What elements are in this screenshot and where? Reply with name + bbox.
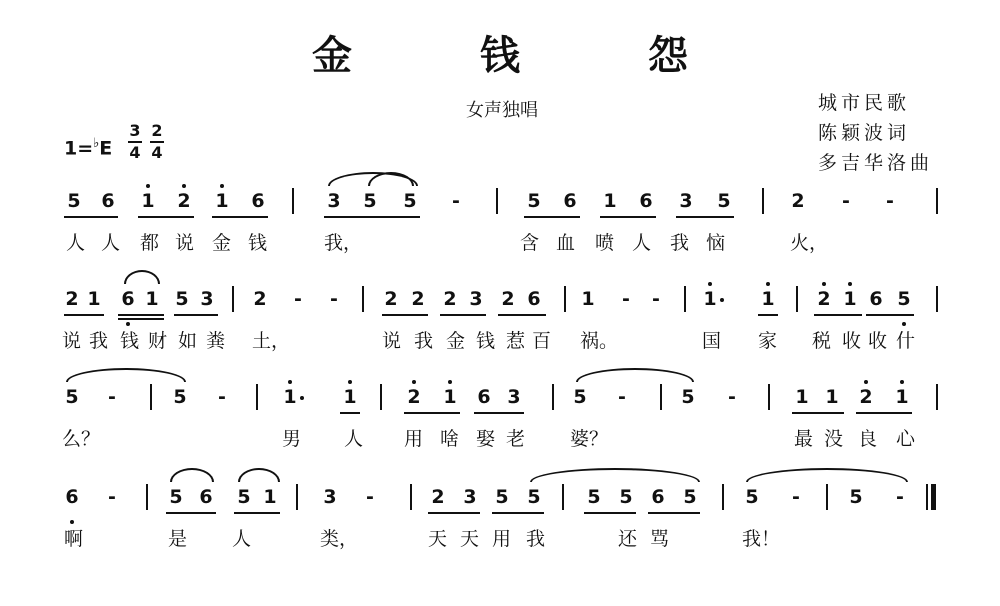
lyric: 没 [824, 428, 844, 450]
note: 5 [619, 486, 633, 508]
note: 2 [859, 386, 873, 408]
tie-slur [170, 468, 214, 482]
lyric: 婆？ [570, 428, 609, 450]
song-title: 金 钱 怨 [312, 32, 732, 79]
note: 6 [101, 190, 115, 212]
note: 5 [169, 486, 183, 508]
high-octave-dot [348, 380, 352, 384]
note: 2 [817, 288, 831, 310]
note: 6 [651, 486, 665, 508]
note: 5 [403, 190, 417, 212]
rhythm-underline [212, 216, 268, 218]
note: 1 [87, 288, 101, 310]
barline [564, 286, 566, 312]
note: 1 [263, 486, 277, 508]
note: 2 [431, 486, 445, 508]
note: 6 [121, 288, 135, 310]
barline [826, 484, 828, 510]
barline [296, 484, 298, 510]
lyric: 心 [896, 428, 916, 450]
note: 2 [443, 288, 457, 310]
note: 5 [717, 190, 731, 212]
tie-slur [746, 468, 908, 482]
lyric: 祸。 [580, 330, 619, 352]
rhythm-underline [340, 412, 360, 414]
lyric: 人 [632, 232, 652, 254]
note: 1 [825, 386, 839, 408]
lyric: 收 [868, 330, 888, 352]
lyric: 良 [858, 428, 878, 450]
lyric: 啊 [64, 528, 84, 550]
lyric: 家 [758, 330, 778, 352]
note: 6 [869, 288, 883, 310]
time-signature-3-4 [128, 122, 142, 162]
lyric: 血 [556, 232, 576, 254]
lyric: 娶 [476, 428, 496, 450]
credit-lyricist: 陈颖波词 [818, 122, 911, 144]
note: 2 [384, 288, 398, 310]
lyric: 说 [382, 330, 402, 352]
lyric: 人 [101, 232, 121, 254]
rhythm-underline [600, 216, 656, 218]
flat-symbol: ♭ [93, 136, 100, 151]
lyric: 我 [670, 232, 690, 254]
barline [722, 484, 724, 510]
rhythm-underline [404, 412, 460, 414]
note: 5 [573, 386, 587, 408]
high-octave-dot [766, 282, 770, 286]
tie-slur [124, 270, 160, 284]
lyric: 用 [492, 528, 512, 550]
tie-slur [66, 368, 186, 382]
rhythm-underline [428, 512, 480, 514]
lyric: 用 [404, 428, 424, 450]
lyric: 钱 [120, 330, 140, 352]
rhythm-underline [118, 318, 164, 320]
tie-slur [530, 468, 700, 482]
lyric: 老 [506, 428, 526, 450]
lyric: 粪 [206, 330, 226, 352]
rhythm-underline [492, 512, 544, 514]
note: 2 [501, 288, 515, 310]
rhythm-underline [856, 412, 912, 414]
note: 2 [407, 386, 421, 408]
barline [150, 384, 152, 410]
note: 5 [587, 486, 601, 508]
lyric: 财 [148, 330, 168, 352]
lyric: 含 [520, 232, 540, 254]
note: 5 [363, 190, 377, 212]
lyric: 说 [175, 232, 195, 254]
time-sig-bottom: 4 [129, 143, 141, 162]
barline [936, 188, 938, 214]
note: 2 [65, 288, 79, 310]
barline [684, 286, 686, 312]
lyric: 国 [702, 330, 722, 352]
lyric: 什 [896, 330, 916, 352]
high-octave-dot [146, 184, 150, 188]
note: 2 [177, 190, 191, 212]
lyric: 人 [66, 232, 86, 254]
rhythm-underline [498, 314, 546, 316]
lyric: 是 [168, 528, 188, 550]
note-extension: - [618, 386, 626, 408]
lyric: 钱 [248, 232, 268, 254]
note-extension: - [622, 288, 630, 310]
note: 1 [795, 386, 809, 408]
lyric: 惹 [506, 330, 526, 352]
barline [768, 384, 770, 410]
rhythm-underline [324, 216, 420, 218]
note: 3 [200, 288, 214, 310]
rhythm-underline [676, 216, 734, 218]
barline [496, 188, 498, 214]
lyric: 都 [140, 232, 160, 254]
lyric: 我， [324, 232, 363, 254]
note: 5 [67, 190, 81, 212]
note-extension: - [896, 486, 904, 508]
lyric: 最 [794, 428, 814, 450]
low-octave-dot [70, 520, 74, 524]
lyric: 说 [62, 330, 82, 352]
lyric: 骂 [650, 528, 670, 550]
lyric: 金 [446, 330, 466, 352]
time-sig-top: 2 [151, 121, 163, 140]
key-signature [64, 136, 112, 159]
rhythm-underline [382, 314, 428, 316]
lyric: 恼 [706, 232, 726, 254]
credit-genre: 城市民歌 [818, 92, 911, 114]
note: 6 [527, 288, 541, 310]
high-octave-dot [864, 380, 868, 384]
note: 1 [843, 288, 857, 310]
key-prefix: 1= [64, 137, 94, 160]
note: 2 [411, 288, 425, 310]
high-octave-dot [708, 282, 712, 286]
barline [936, 286, 938, 312]
barline [362, 286, 364, 312]
rhythm-underline [758, 314, 778, 316]
note: 5 [681, 386, 695, 408]
note: 2 [791, 190, 805, 212]
note: 1 [215, 190, 229, 212]
rhythm-underline [584, 512, 636, 514]
lyric: 人 [232, 528, 252, 550]
barline [936, 384, 938, 410]
note: 5 [683, 486, 697, 508]
note: 2 [253, 288, 267, 310]
note-extension: - [108, 386, 116, 408]
barline [660, 384, 662, 410]
rhythm-underline [792, 412, 844, 414]
note: 6 [639, 190, 653, 212]
lyric: 我 [414, 330, 434, 352]
barline [410, 484, 412, 510]
high-octave-dot [448, 380, 452, 384]
lyric: 火， [790, 232, 829, 254]
lyric: 人 [344, 428, 364, 450]
augmentation-dot [300, 396, 304, 400]
high-octave-dot [182, 184, 186, 188]
rhythm-underline [166, 512, 216, 514]
lyric: 土， [252, 330, 291, 352]
note-extension: - [330, 288, 338, 310]
lyric: 天 [460, 528, 480, 550]
note: 1 [581, 288, 595, 310]
lyric: 税 [812, 330, 832, 352]
high-octave-dot [220, 184, 224, 188]
credit-composer: 多吉华洛曲 [818, 152, 934, 174]
note: 3 [469, 288, 483, 310]
barline [552, 384, 554, 410]
time-signature-2-4 [150, 122, 164, 162]
note: 6 [65, 486, 79, 508]
note: 1 [343, 386, 357, 408]
final-barline [931, 484, 936, 510]
rhythm-underline [814, 314, 862, 316]
key-letter: E [99, 137, 113, 160]
rhythm-underline [648, 512, 700, 514]
note-extension: - [366, 486, 374, 508]
lyric: 我！ [742, 528, 781, 550]
lyric: 我 [89, 330, 109, 352]
lyric: 啥 [440, 428, 460, 450]
lyric: 百 [532, 330, 552, 352]
high-octave-dot [822, 282, 826, 286]
note: 5 [849, 486, 863, 508]
note: 1 [145, 288, 159, 310]
note: 5 [173, 386, 187, 408]
note-extension: - [452, 190, 460, 212]
note: 6 [477, 386, 491, 408]
augmentation-dot [720, 298, 724, 302]
rhythm-underline [524, 216, 580, 218]
note: 1 [283, 386, 297, 408]
low-octave-dot [126, 322, 130, 326]
note: 5 [527, 486, 541, 508]
lyric: 天 [428, 528, 448, 550]
barline [762, 188, 764, 214]
rhythm-underline [64, 216, 118, 218]
note: 1 [761, 288, 775, 310]
lyric: 男 [282, 428, 302, 450]
time-sig-top: 3 [129, 121, 141, 140]
high-octave-dot [412, 380, 416, 384]
note: 1 [141, 190, 155, 212]
barline [562, 484, 564, 510]
note: 3 [463, 486, 477, 508]
note: 6 [563, 190, 577, 212]
barline [292, 188, 294, 214]
barline [380, 384, 382, 410]
lyric: 金 [212, 232, 232, 254]
note-extension: - [842, 190, 850, 212]
note: 3 [679, 190, 693, 212]
note-extension: - [218, 386, 226, 408]
note: 1 [703, 288, 717, 310]
rhythm-underline [118, 314, 164, 316]
performance-type: 女声独唱 [466, 100, 538, 121]
low-octave-dot [902, 322, 906, 326]
note: 5 [527, 190, 541, 212]
rhythm-underline [234, 512, 280, 514]
high-octave-dot [900, 380, 904, 384]
note-extension: - [886, 190, 894, 212]
note: 5 [175, 288, 189, 310]
time-sig-bottom: 4 [151, 143, 163, 162]
high-octave-dot [848, 282, 852, 286]
lyric: 收 [842, 330, 862, 352]
lyric: 么？ [62, 428, 101, 450]
note: 3 [327, 190, 341, 212]
note-extension: - [728, 386, 736, 408]
barline [796, 286, 798, 312]
note: 1 [443, 386, 457, 408]
lyric: 还 [618, 528, 638, 550]
tie-slur [576, 368, 694, 382]
rhythm-underline [138, 216, 194, 218]
note: 3 [507, 386, 521, 408]
note: 3 [323, 486, 337, 508]
note: 5 [745, 486, 759, 508]
note-extension: - [294, 288, 302, 310]
lyric: 喷 [595, 232, 615, 254]
rhythm-underline [64, 314, 104, 316]
note-extension: - [652, 288, 660, 310]
note: 5 [65, 386, 79, 408]
note: 6 [199, 486, 213, 508]
note-extension: - [792, 486, 800, 508]
note: 5 [495, 486, 509, 508]
note: 1 [895, 386, 909, 408]
barline [232, 286, 234, 312]
rhythm-underline [440, 314, 486, 316]
lyric: 钱 [476, 330, 496, 352]
high-octave-dot [288, 380, 292, 384]
note-extension: - [108, 486, 116, 508]
lyric: 我 [526, 528, 546, 550]
rhythm-underline [866, 314, 914, 316]
lyric: 如 [178, 330, 198, 352]
note: 5 [897, 288, 911, 310]
rhythm-underline [474, 412, 524, 414]
lyric: 类， [320, 528, 359, 550]
final-barline [926, 484, 928, 510]
note: 5 [237, 486, 251, 508]
barline [146, 484, 148, 510]
tie-slur [238, 468, 280, 482]
note: 1 [603, 190, 617, 212]
barline [256, 384, 258, 410]
rhythm-underline [174, 314, 218, 316]
note: 6 [251, 190, 265, 212]
